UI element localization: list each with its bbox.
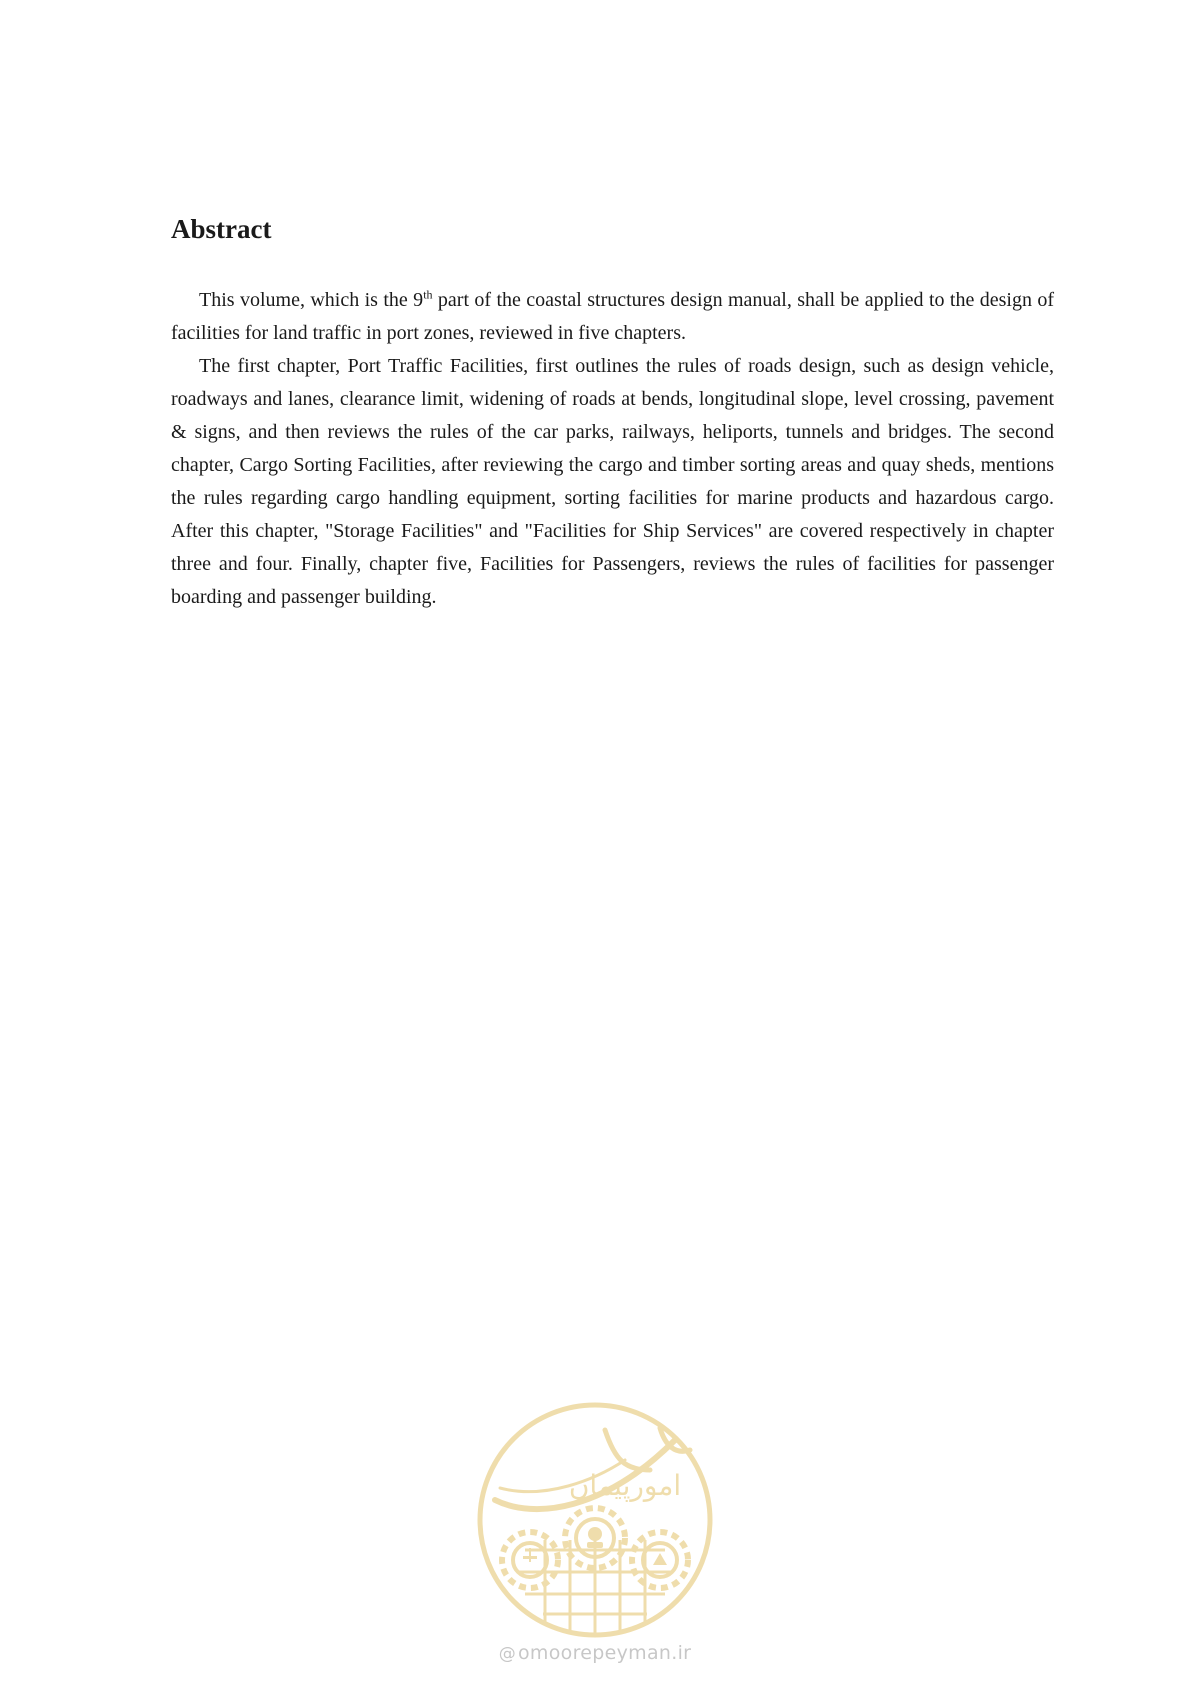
watermark-url-text: omoorepeyman.ir: [518, 1642, 692, 1664]
paragraph-1-text-b: part of the coastal structures design manual, shall be applied to the design of facilities for land traffic in port zones, reviewed in five chapters.: [171, 289, 1055, 344]
watermark: [475, 1400, 715, 1670]
watermark-logo-text: امورپیمان: [568, 1469, 682, 1502]
globe-icon: @: [498, 1644, 516, 1664]
abstract-paragraph-1: [171, 284, 1054, 350]
abstract-heading: Abstract: [171, 214, 272, 244]
abstract-body: [171, 284, 1054, 614]
watermark-url: [475, 1642, 715, 1664]
abstract-paragraph-2: The first chapter, Port Traffic Facilities, first outlines the rules of roads design, such as design vehicle, roadways and lanes, clearance limit, widening of roads at bends, longitudinal slope, level crossing, pavement & signs, and then reviews the rules of the car parks, railways, heliports, tunnels and bridges. The second chapter, Cargo Sorting Facilities, after reviewing the cargo and timber sorting areas and quay sheds, mentions the rules regarding cargo handling equipment, sorting facilities for marine products and hazardous cargo. After this chapter, "Storage Facilities" and "Facilities for Ship Services" are covered respectively in chapter three and four. Finally, chapter five, Facilities for Passengers, reviews the rules of facilities for passenger boarding and passenger building.: [171, 355, 1054, 608]
ordinal-suffix: th: [423, 287, 433, 302]
gear-seal-logo-icon: [475, 1400, 715, 1640]
paragraph-1-text-a: This volume, which is the 9: [199, 289, 424, 311]
